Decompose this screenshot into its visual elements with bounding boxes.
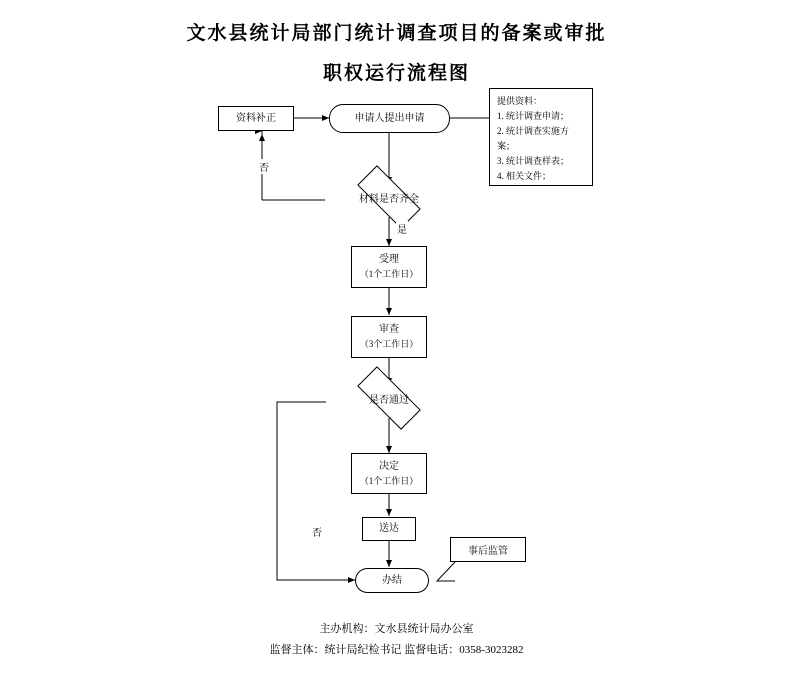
node-decision[interactable] bbox=[351, 453, 427, 494]
required-materials-note bbox=[489, 88, 593, 186]
node-finish[interactable] bbox=[355, 568, 429, 593]
node-deliver[interactable] bbox=[362, 517, 416, 541]
node-accept[interactable] bbox=[351, 246, 427, 288]
node-supervise[interactable] bbox=[450, 537, 526, 562]
note-item-3: 3. 统计调查样表； bbox=[497, 156, 570, 166]
node-decision-label: 决定 bbox=[379, 460, 399, 472]
note-title: 提供资料： bbox=[497, 96, 543, 106]
page-title-line-2: 职权运行流程图 bbox=[322, 63, 470, 84]
node-decision-sublabel: （1个工作日） bbox=[359, 475, 419, 486]
node-finish-label: 办结 bbox=[382, 574, 402, 586]
node-pass-label: 是否通过 bbox=[369, 394, 409, 406]
edge-label-yes-materials: 是 bbox=[396, 221, 408, 236]
node-check-materials[interactable] bbox=[344, 177, 434, 217]
node-apply-label: 申请人提出申请 bbox=[354, 112, 425, 124]
node-accept-sublabel: （1个工作日） bbox=[359, 269, 419, 279]
node-check-materials-label: 材料是否齐全 bbox=[359, 193, 419, 205]
node-supplement[interactable] bbox=[218, 106, 294, 131]
node-review-label: 审查 bbox=[379, 324, 399, 335]
node-pass[interactable] bbox=[344, 378, 434, 418]
note-item-0: 1. 统计调查申请； bbox=[497, 111, 570, 121]
page-title-line-1: 文水县统计局部门统计调查项目的备案或审批 bbox=[186, 23, 607, 44]
node-accept-label: 受理 bbox=[379, 254, 399, 265]
note-item-4: 4. 相关文件； bbox=[497, 171, 552, 181]
note-item-1: 2. 统计调查实施方 bbox=[497, 126, 570, 136]
edge-label-no-materials: 否 bbox=[258, 159, 270, 174]
footer-supervision: 监督主体：统计局纪检书记 监督电话：0358-3023282 bbox=[269, 644, 524, 656]
node-apply[interactable] bbox=[329, 104, 450, 133]
edge-label-no-pass: 否 bbox=[311, 524, 323, 539]
node-review[interactable] bbox=[351, 316, 427, 358]
footer-organizer: 主办机构：文水县统计局办公室 bbox=[319, 623, 474, 635]
node-supervise-label: 事后监管 bbox=[468, 546, 508, 557]
note-item-2: 案； bbox=[497, 141, 516, 151]
node-supplement-label: 资料补正 bbox=[236, 112, 276, 124]
node-deliver-label: 送达 bbox=[379, 523, 399, 534]
node-review-sublabel: （3个工作日） bbox=[359, 339, 419, 349]
